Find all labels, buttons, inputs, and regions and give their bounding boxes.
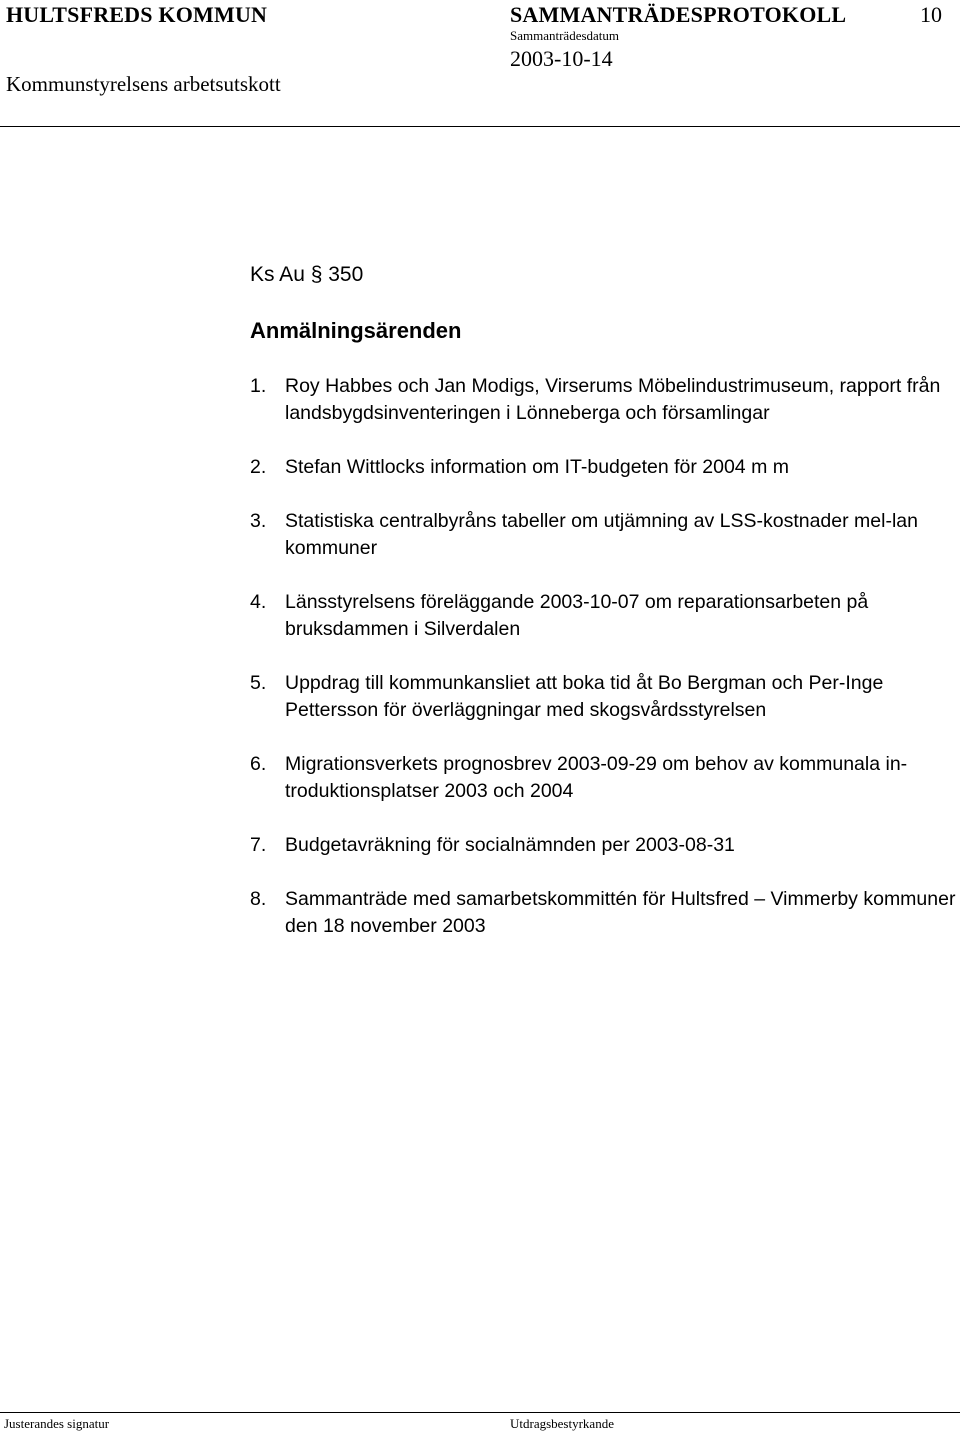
certification-label: Utdragsbestyrkande [510,1416,614,1431]
item-text: Stefan Wittlocks information om IT-budgeten för 2004 m m [285,456,789,478]
list-item [250,670,956,724]
item-text: Uppdrag till kommunkansliet att boka tid åt Bo Bergman och Per-Inge Pettersson för överläggningar med skogsvårdsstyrelsen [285,672,884,721]
signature-label: Justerandes signatur [4,1416,110,1431]
item-text: Roy Habbes och Jan Modigs, Virserums Möbelindustrimuseum, rapport från landsbygdsinventeringen i Lönneberga och församlingar [285,375,941,424]
item-number: 3. [250,510,267,532]
item-list [250,373,956,940]
list-item [250,832,956,859]
item-number: 5. [250,672,267,694]
item-text: Sammanträde med samarbetskommittén för Hultsfred – Vimmerby kommuner den 18 november 2003 [285,888,956,937]
item-number: 1. [250,375,267,397]
item-text: Budgetavräkning för socialnämnden per 2003-08-31 [285,834,735,856]
organization-name: HULTSFREDS KOMMUN [6,2,268,27]
item-number: 8. [250,888,267,910]
item-number: 4. [250,591,267,613]
case-id: Ks Au § 350 [250,263,364,286]
page-number: 10 [920,2,942,27]
list-item [250,886,956,940]
item-number: 7. [250,834,267,856]
list-item [250,373,956,427]
document-type: SAMMANTRÄDESPROTOKOLL [510,2,847,27]
item-text: Migrationsverkets prognosbrev 2003-09-29 om behov av kommunala in-troduktionsplatser 2003 och 2004 [285,753,908,802]
header-divider [0,126,960,127]
section-heading: Anmälningsärenden [250,318,462,343]
date-label: Sammanträdesdatum [510,28,620,43]
list-item [250,589,956,643]
committee-name: Kommunstyrelsens arbetsutskott [6,72,281,96]
item-number: 2. [250,456,267,478]
footer-divider [0,1412,960,1413]
meeting-date: 2003-10-14 [510,46,613,71]
item-text: Statistiska centralbyråns tabeller om utjämning av LSS-kostnader mel-lan kommuner [285,510,918,559]
item-text: Länsstyrelsens föreläggande 2003-10-07 om reparationsarbeten på bruksdammen i Silverdalen [285,591,869,640]
item-number: 6. [250,753,267,775]
list-item [250,454,956,481]
list-item [250,751,956,805]
list-item [250,508,956,562]
